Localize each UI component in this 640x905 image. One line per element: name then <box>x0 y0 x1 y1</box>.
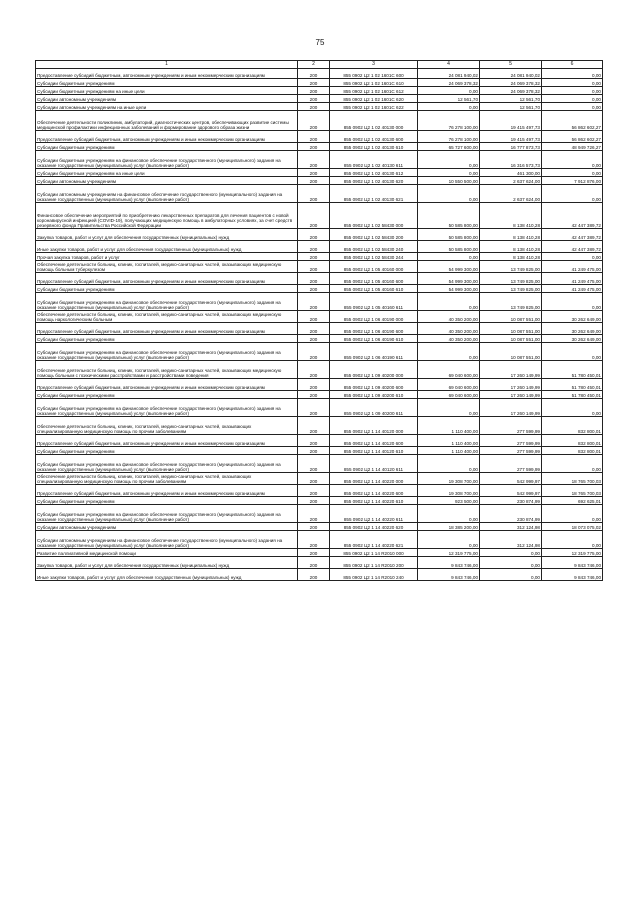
row-budget-code-cell: 855 0902 Ц2 1 14 40220 621 <box>330 531 418 549</box>
table-row <box>36 323 603 335</box>
row-unexecuted-cell: 0,00 <box>542 531 603 549</box>
row-line-code-cell: 200 <box>298 323 330 335</box>
row-approved-cell: 0,00 <box>418 253 480 261</box>
row-unexecuted-cell: 48 949 726,27 <box>542 143 603 151</box>
row-name-cell: Предоставление субсидий бюджетным, автономным учреждениям и иным некоммерческим организациям <box>36 379 298 391</box>
row-budget-code-cell: 855 0902 Ц2 1 05 40160 611 <box>330 293 418 311</box>
row-approved-cell: 923 500,00 <box>418 497 480 505</box>
row-line-code-cell: 200 <box>298 103 330 111</box>
row-budget-code-cell: 855 0902 Ц2 1 14 40120 611 <box>330 455 418 473</box>
table-row <box>36 273 603 285</box>
row-name-cell: Субсидии бюджетным учреждениям на финансовое обеспечение государственного (муниципального) задания на оказание государственных (муниципальных) услуг (выполнение работ) <box>36 399 298 417</box>
row-executed-cell: 13 749 825,00 <box>480 273 542 285</box>
table-row <box>36 177 603 185</box>
row-budget-code-cell: 855 0902 Ц2 1 09 40200 600 <box>330 379 418 391</box>
row-name-cell: Субсидии бюджетным учреждениям на финансовое обеспечение государственного (муниципального) задания на оказание государственных (муниципальных) услуг (выполнение работ) <box>36 151 298 169</box>
table-row <box>36 335 603 343</box>
row-budget-code-cell: 855 0902 Ц2 1 14 R2010 240 <box>330 569 418 581</box>
row-approved-cell: 9 843 746,00 <box>418 569 480 581</box>
row-line-code-cell: 200 <box>298 203 330 229</box>
row-approved-cell: 40 350 200,00 <box>418 323 480 335</box>
row-unexecuted-cell: 51 780 450,01 <box>542 379 603 391</box>
page-number: 75 <box>315 38 325 47</box>
row-executed-cell: 13 749 825,00 <box>480 261 542 273</box>
row-line-code-cell: 200 <box>298 549 330 557</box>
row-approved-cell: 40 350 200,00 <box>418 311 480 323</box>
row-executed-cell: 19 415 497,73 <box>480 111 542 131</box>
row-name-cell: Субсидии бюджетным учреждениям <box>36 79 298 87</box>
row-line-code-cell: 200 <box>298 505 330 523</box>
row-name-cell: Субсидии бюджетным учреждениям <box>36 335 298 343</box>
row-name-cell: Субсидии бюджетным учреждениям на иные цели <box>36 87 298 95</box>
row-approved-cell: 0,00 <box>418 343 480 361</box>
row-unexecuted-cell: 18 765 700,03 <box>542 485 603 497</box>
row-approved-cell: 0,00 <box>418 399 480 417</box>
row-unexecuted-cell: 0,00 <box>542 95 603 103</box>
row-approved-cell: 0,00 <box>418 185 480 203</box>
row-budget-code-cell: 855 0902 Ц2 1 05 40160 600 <box>330 273 418 285</box>
table-row <box>36 505 603 523</box>
row-unexecuted-cell: 0,00 <box>542 69 603 79</box>
row-executed-cell: 24 069 378,32 <box>480 79 542 87</box>
row-line-code-cell: 200 <box>298 335 330 343</box>
row-name-cell: Субсидии бюджетным учреждениям на финансовое обеспечение государственного (муниципального) задания на оказание государственных (муниципальных) услуг (выполнение работ) <box>36 343 298 361</box>
budget-execution-table <box>35 60 603 581</box>
table-row <box>36 87 603 95</box>
row-line-code-cell: 200 <box>298 169 330 177</box>
row-approved-cell: 1 110 400,00 <box>418 417 480 435</box>
row-unexecuted-cell: 0,00 <box>542 343 603 361</box>
row-budget-code-cell: 855 0902 Ц2 1 05 40160 610 <box>330 285 418 293</box>
row-name-cell: Субсидии автономным учреждениям <box>36 95 298 103</box>
row-approved-cell: 69 040 600,00 <box>418 391 480 399</box>
row-line-code-cell: 200 <box>298 79 330 87</box>
row-approved-cell: 18 385 200,00 <box>418 523 480 531</box>
row-executed-cell: 24 081 940,02 <box>480 69 542 79</box>
table-row <box>36 285 603 293</box>
row-unexecuted-cell: 41 249 475,00 <box>542 261 603 273</box>
row-executed-cell: 8 138 410,28 <box>480 203 542 229</box>
row-budget-code-cell: 855 0902 Ц2 1 06 40190 610 <box>330 335 418 343</box>
table-row <box>36 79 603 87</box>
row-name-cell: Субсидии бюджетным учреждениям <box>36 447 298 455</box>
row-executed-cell: 10 087 551,00 <box>480 343 542 361</box>
row-line-code-cell: 200 <box>298 435 330 447</box>
table-row <box>36 143 603 151</box>
column-header: 4 <box>418 61 480 69</box>
row-line-code-cell: 200 <box>298 177 330 185</box>
row-budget-code-cell: 855 0902 Ц2 1 02 40130 621 <box>330 185 418 203</box>
row-line-code-cell: 200 <box>298 261 330 273</box>
row-budget-code-cell: 855 0902 Ц2 1 14 40120 000 <box>330 417 418 435</box>
row-executed-cell: 277 599,99 <box>480 435 542 447</box>
table-row <box>36 391 603 399</box>
row-executed-cell: 2 637 624,00 <box>480 177 542 185</box>
row-unexecuted-cell: 832 800,01 <box>542 435 603 447</box>
row-line-code-cell: 200 <box>298 241 330 253</box>
row-executed-cell: 17 260 149,99 <box>480 399 542 417</box>
row-budget-code-cell: 855 0902 Ц2 1 14 40120 600 <box>330 435 418 447</box>
row-unexecuted-cell: 0,00 <box>542 253 603 261</box>
row-unexecuted-cell: 18 765 700,03 <box>542 473 603 485</box>
row-line-code-cell: 200 <box>298 285 330 293</box>
row-budget-code-cell: 855 0902 Ц2 1 06 40190 611 <box>330 343 418 361</box>
row-unexecuted-cell: 0,00 <box>542 505 603 523</box>
row-unexecuted-cell: 0,00 <box>542 79 603 87</box>
row-executed-cell: 0,00 <box>480 557 542 569</box>
row-name-cell: Прочая закупка товаров, работ и услуг <box>36 253 298 261</box>
row-executed-cell: 461 300,00 <box>480 169 542 177</box>
row-approved-cell: 0,00 <box>418 293 480 311</box>
row-budget-code-cell: 855 0902 Ц2 1 02 1601C 600 <box>330 69 418 79</box>
row-name-cell: Закупка товаров, работ и услуг для обеспечения государственных (муниципальных) нужд <box>36 229 298 241</box>
row-approved-cell: 69 040 600,00 <box>418 379 480 391</box>
row-budget-code-cell: 855 0902 Ц2 1 14 40220 600 <box>330 485 418 497</box>
row-approved-cell: 76 278 100,00 <box>418 111 480 131</box>
row-approved-cell: 54 999 300,00 <box>418 261 480 273</box>
table-row <box>36 435 603 447</box>
column-header: 6 <box>542 61 603 69</box>
row-executed-cell: 16 777 873,73 <box>480 143 542 151</box>
row-executed-cell: 542 999,97 <box>480 473 542 485</box>
table-row <box>36 399 603 417</box>
row-name-cell: Закупка товаров, работ и услуг для обеспечения государственных (муниципальных) нужд <box>36 557 298 569</box>
row-unexecuted-cell: 0,00 <box>542 103 603 111</box>
row-line-code-cell: 200 <box>298 379 330 391</box>
row-approved-cell: 10 550 500,00 <box>418 177 480 185</box>
row-approved-cell: 1 110 400,00 <box>418 435 480 447</box>
row-line-code-cell: 200 <box>298 87 330 95</box>
table-row <box>36 497 603 505</box>
row-line-code-cell: 200 <box>298 293 330 311</box>
row-name-cell: Субсидии бюджетным учреждениям <box>36 285 298 293</box>
row-approved-cell: 50 585 800,00 <box>418 229 480 241</box>
row-budget-code-cell: 855 0902 Ц2 1 02 40130 620 <box>330 177 418 185</box>
row-name-cell: Предоставление субсидий бюджетным, автономным учреждениям и иным некоммерческим организациям <box>36 69 298 79</box>
row-budget-code-cell: 855 0902 Ц2 1 14 40220 610 <box>330 497 418 505</box>
row-budget-code-cell: 855 0902 Ц2 1 14 40220 611 <box>330 505 418 523</box>
table-row <box>36 69 603 79</box>
row-budget-code-cell: 855 0902 Ц2 1 02 58430 244 <box>330 253 418 261</box>
table-row <box>36 549 603 557</box>
row-name-cell: Субсидии бюджетным учреждениям <box>36 143 298 151</box>
table-row <box>36 379 603 391</box>
row-name-cell: Субсидии автономным учреждениям на финансовое обеспечение государственного (муниципального) задания на оказание государственных (муниципальных) услуг (выполнение работ) <box>36 185 298 203</box>
row-budget-code-cell: 855 0902 Ц2 1 02 40130 612 <box>330 169 418 177</box>
row-name-cell: Субсидии бюджетным учреждениям на иные цели <box>36 169 298 177</box>
row-line-code-cell: 200 <box>298 95 330 103</box>
table-body <box>36 69 603 581</box>
row-unexecuted-cell: 41 249 475,00 <box>542 273 603 285</box>
row-unexecuted-cell: 42 447 389,72 <box>542 241 603 253</box>
row-name-cell: Субсидии автономным учреждениям на иные цели <box>36 103 298 111</box>
row-name-cell: Субсидии бюджетным учреждениям на финансовое обеспечение государственного (муниципального) задания на оказание государственных (муниципальных) услуг (выполнение работ) <box>36 293 298 311</box>
row-name-cell: Предоставление субсидий бюджетным, автономным учреждениям и иным некоммерческим организациям <box>36 323 298 335</box>
column-header: 5 <box>480 61 542 69</box>
row-unexecuted-cell: 0,00 <box>542 87 603 95</box>
row-executed-cell: 12 561,70 <box>480 95 542 103</box>
row-line-code-cell: 200 <box>298 523 330 531</box>
row-line-code-cell: 200 <box>298 343 330 361</box>
table-row <box>36 311 603 323</box>
row-approved-cell: 54 999 300,00 <box>418 285 480 293</box>
row-executed-cell: 0,00 <box>480 569 542 581</box>
row-line-code-cell: 200 <box>298 391 330 399</box>
row-unexecuted-cell: 56 862 602,27 <box>542 111 603 131</box>
row-approved-cell: 9 843 746,00 <box>418 557 480 569</box>
row-name-cell: Предоставление субсидий бюджетным, автономным учреждениям и иным некоммерческим организациям <box>36 485 298 497</box>
row-unexecuted-cell: 51 780 450,01 <box>542 391 603 399</box>
row-name-cell: Субсидии бюджетным учреждениям на финансовое обеспечение государственного (муниципального) задания на оказание государственных (муниципальных) услуг (выполнение работ) <box>36 455 298 473</box>
table-row <box>36 185 603 203</box>
row-line-code-cell: 200 <box>298 569 330 581</box>
row-unexecuted-cell: 9 843 746,00 <box>542 557 603 569</box>
row-unexecuted-cell: 42 447 389,72 <box>542 229 603 241</box>
row-executed-cell: 16 316 573,73 <box>480 151 542 169</box>
row-executed-cell: 10 087 551,00 <box>480 323 542 335</box>
row-approved-cell: 0,00 <box>418 169 480 177</box>
row-budget-code-cell: 855 0902 Ц2 1 06 40190 600 <box>330 323 418 335</box>
row-name-cell: Субсидии бюджетным учреждениям <box>36 391 298 399</box>
table-row <box>36 343 603 361</box>
row-name-cell: Обеспечение деятельности больниц, клиник, госпиталей, медико-санитарных частей, оказывающих медицинскую помощь больным с психическими расстройствами и расстройствами поведения <box>36 361 298 379</box>
table-row <box>36 261 603 273</box>
row-approved-cell: 69 040 600,00 <box>418 361 480 379</box>
row-line-code-cell: 200 <box>298 497 330 505</box>
table-row <box>36 103 603 111</box>
row-name-cell: Обеспечение деятельности больниц, клиник, госпиталей, медико-санитарных частей, оказывающих медицинскую помощь больным туберкулезом <box>36 261 298 273</box>
table-row <box>36 485 603 497</box>
row-name-cell: Обеспечение деятельности поликлиник, амбулаторий, диагностических центров, обеспечивающих развитие системы медицинской профилактики инфекционных заболеваний и формирование здорового образа жизни <box>36 111 298 131</box>
row-budget-code-cell: 855 0902 Ц2 1 02 1601C 622 <box>330 103 418 111</box>
row-unexecuted-cell: 692 625,01 <box>542 497 603 505</box>
row-name-cell: Субсидии автономным учреждениям <box>36 523 298 531</box>
table-row <box>36 203 603 229</box>
row-name-cell: Субсидии автономным учреждениям на финансовое обеспечение государственного (муниципального) задания на оказание государственных (муниципальных) услуг (выполнение работ) <box>36 531 298 549</box>
table-row <box>36 557 603 569</box>
row-budget-code-cell: 855 0902 Ц2 1 02 1601C 612 <box>330 87 418 95</box>
row-name-cell: Обеспечение деятельности больниц, клиник, госпиталей, медико-санитарных частей, оказывающих специализированную медицинскую помощь по прочим заболеваниям <box>36 473 298 485</box>
table-row <box>36 447 603 455</box>
row-executed-cell: 10 087 551,00 <box>480 311 542 323</box>
row-approved-cell: 0,00 <box>418 103 480 111</box>
row-name-cell: Иные закупки товаров, работ и услуг для обеспечения государственных (муниципальных) нужд <box>36 241 298 253</box>
row-unexecuted-cell: 56 862 602,27 <box>542 131 603 143</box>
row-executed-cell: 542 999,97 <box>480 485 542 497</box>
row-line-code-cell: 200 <box>298 417 330 435</box>
row-executed-cell: 0,00 <box>480 549 542 557</box>
row-budget-code-cell: 855 0902 Ц2 1 02 1601C 620 <box>330 95 418 103</box>
table-row <box>36 361 603 379</box>
row-line-code-cell: 200 <box>298 69 330 79</box>
row-budget-code-cell: 855 0902 Ц2 1 14 40220 620 <box>330 523 418 531</box>
row-executed-cell: 230 874,99 <box>480 505 542 523</box>
row-executed-cell: 17 260 149,99 <box>480 379 542 391</box>
row-line-code-cell: 200 <box>298 229 330 241</box>
row-executed-cell: 12 561,70 <box>480 103 542 111</box>
row-unexecuted-cell: 30 262 649,00 <box>542 335 603 343</box>
row-name-cell: Обеспечение деятельности больниц, клиник, госпиталей, медико-санитарных частей, оказывающих медицинскую помощь наркологическим больным <box>36 311 298 323</box>
row-approved-cell: 0,00 <box>418 505 480 523</box>
row-unexecuted-cell: 0,00 <box>542 169 603 177</box>
row-line-code-cell: 200 <box>298 273 330 285</box>
table-row <box>36 417 603 435</box>
table-header-row <box>36 61 603 69</box>
row-budget-code-cell: 855 0902 Ц2 1 02 58430 240 <box>330 241 418 253</box>
row-unexecuted-cell: 41 249 475,00 <box>542 285 603 293</box>
row-executed-cell: 277 599,99 <box>480 455 542 473</box>
table-row <box>36 473 603 485</box>
row-budget-code-cell: 855 0902 Ц2 1 09 40200 611 <box>330 399 418 417</box>
row-budget-code-cell: 855 0902 Ц2 1 09 40200 610 <box>330 391 418 399</box>
row-budget-code-cell: 855 0902 Ц2 1 02 40130 600 <box>330 131 418 143</box>
table-row <box>36 293 603 311</box>
row-approved-cell: 76 278 100,00 <box>418 131 480 143</box>
row-budget-code-cell: 855 0902 Ц2 1 14 40220 000 <box>330 473 418 485</box>
row-executed-cell: 13 749 825,00 <box>480 293 542 311</box>
row-unexecuted-cell: 9 843 746,00 <box>542 569 603 581</box>
row-name-cell: Развитие паллиативной медицинской помощи <box>36 549 298 557</box>
table-row <box>36 131 603 143</box>
row-approved-cell: 0,00 <box>418 151 480 169</box>
row-unexecuted-cell: 0,00 <box>542 455 603 473</box>
row-approved-cell: 50 585 800,00 <box>418 203 480 229</box>
row-unexecuted-cell: 51 780 450,01 <box>542 361 603 379</box>
table-row <box>36 455 603 473</box>
row-name-cell: Предоставление субсидий бюджетным, автономным учреждениям и иным некоммерческим организациям <box>36 435 298 447</box>
row-unexecuted-cell: 42 447 389,72 <box>542 203 603 229</box>
row-budget-code-cell: 855 0902 Ц2 1 02 40130 611 <box>330 151 418 169</box>
row-executed-cell: 277 599,99 <box>480 447 542 455</box>
table-row <box>36 151 603 169</box>
column-header: 2 <box>298 61 330 69</box>
row-line-code-cell: 200 <box>298 473 330 485</box>
row-budget-code-cell: 855 0902 Ц2 1 05 40160 000 <box>330 261 418 273</box>
row-line-code-cell: 200 <box>298 143 330 151</box>
row-approved-cell: 19 308 700,00 <box>418 473 480 485</box>
row-approved-cell: 0,00 <box>418 455 480 473</box>
row-executed-cell: 8 138 410,28 <box>480 241 542 253</box>
row-name-cell: Финансовое обеспечение мероприятий по приобретению лекарственных препаратов для лечения пациентов с новой коронавирусной инфекцией (COVID-19), получающих медицинскую помощь в амбулаторных условиях, за счет средств резервного фонда Правительства Российской Федерации <box>36 203 298 229</box>
row-approved-cell: 24 069 378,32 <box>418 79 480 87</box>
row-approved-cell: 65 727 600,00 <box>418 143 480 151</box>
table-row <box>36 523 603 531</box>
row-unexecuted-cell: 0,00 <box>542 293 603 311</box>
row-line-code-cell: 200 <box>298 111 330 131</box>
row-line-code-cell: 200 <box>298 311 330 323</box>
row-approved-cell: 50 585 800,00 <box>418 241 480 253</box>
table-row <box>36 229 603 241</box>
table-row <box>36 111 603 131</box>
row-line-code-cell: 200 <box>298 185 330 203</box>
row-unexecuted-cell: 12 319 775,00 <box>542 549 603 557</box>
row-executed-cell: 13 749 825,00 <box>480 285 542 293</box>
row-approved-cell: 54 999 300,00 <box>418 273 480 285</box>
row-line-code-cell: 200 <box>298 151 330 169</box>
row-approved-cell: 0,00 <box>418 531 480 549</box>
row-approved-cell: 24 081 940,02 <box>418 69 480 79</box>
row-unexecuted-cell: 7 912 876,00 <box>542 177 603 185</box>
row-line-code-cell: 200 <box>298 485 330 497</box>
row-approved-cell: 1 110 400,00 <box>418 447 480 455</box>
row-name-cell: Иные закупки товаров, работ и услуг для обеспечения государственных (муниципальных) нужд <box>36 569 298 581</box>
row-line-code-cell: 200 <box>298 557 330 569</box>
row-budget-code-cell: 855 0902 Ц2 1 02 40130 000 <box>330 111 418 131</box>
row-name-cell: Субсидии бюджетным учреждениям <box>36 497 298 505</box>
row-executed-cell: 17 260 149,99 <box>480 391 542 399</box>
row-approved-cell: 19 308 700,00 <box>418 485 480 497</box>
row-line-code-cell: 200 <box>298 455 330 473</box>
table-row <box>36 531 603 549</box>
row-unexecuted-cell: 832 800,01 <box>542 417 603 435</box>
row-executed-cell: 312 124,98 <box>480 523 542 531</box>
row-name-cell: Предоставление субсидий бюджетным, автономным учреждениям и иным некоммерческим организациям <box>36 131 298 143</box>
row-executed-cell: 24 069 378,32 <box>480 87 542 95</box>
row-executed-cell: 2 637 624,00 <box>480 185 542 203</box>
row-approved-cell: 12 319 775,00 <box>418 549 480 557</box>
row-name-cell: Субсидии бюджетным учреждениям на финансовое обеспечение государственного (муниципального) задания на оказание государственных (муниципальных) услуг (выполнение работ) <box>36 505 298 523</box>
column-header: 1 <box>36 61 298 69</box>
row-budget-code-cell: 855 0902 Ц2 1 02 58430 200 <box>330 229 418 241</box>
table-row <box>36 95 603 103</box>
row-budget-code-cell: 855 0902 Ц2 1 02 58430 000 <box>330 203 418 229</box>
row-unexecuted-cell: 30 262 649,00 <box>542 323 603 335</box>
row-executed-cell: 17 260 149,99 <box>480 361 542 379</box>
row-approved-cell: 12 561,70 <box>418 95 480 103</box>
table-row <box>36 169 603 177</box>
row-approved-cell: 0,00 <box>418 87 480 95</box>
row-unexecuted-cell: 832 800,01 <box>542 447 603 455</box>
row-line-code-cell: 200 <box>298 531 330 549</box>
row-line-code-cell: 200 <box>298 131 330 143</box>
row-executed-cell: 277 599,99 <box>480 417 542 435</box>
row-line-code-cell: 200 <box>298 253 330 261</box>
row-line-code-cell: 200 <box>298 399 330 417</box>
row-approved-cell: 40 350 200,00 <box>418 335 480 343</box>
row-budget-code-cell: 855 0902 Ц2 1 09 40200 000 <box>330 361 418 379</box>
table-row <box>36 253 603 261</box>
row-name-cell: Субсидии автономным учреждениям <box>36 177 298 185</box>
row-unexecuted-cell: 30 262 649,00 <box>542 311 603 323</box>
row-budget-code-cell: 855 0902 Ц2 1 06 40190 000 <box>330 311 418 323</box>
row-executed-cell: 230 874,99 <box>480 497 542 505</box>
row-executed-cell: 10 087 551,00 <box>480 335 542 343</box>
row-executed-cell: 312 124,98 <box>480 531 542 549</box>
row-executed-cell: 8 138 410,28 <box>480 229 542 241</box>
row-unexecuted-cell: 18 073 075,02 <box>542 523 603 531</box>
row-budget-code-cell: 855 0902 Ц2 1 02 1601C 610 <box>330 79 418 87</box>
row-unexecuted-cell: 0,00 <box>542 185 603 203</box>
row-line-code-cell: 200 <box>298 361 330 379</box>
row-executed-cell: 19 415 497,73 <box>480 131 542 143</box>
row-executed-cell: 8 138 410,28 <box>480 253 542 261</box>
row-budget-code-cell: 855 0902 Ц2 1 14 R2010 200 <box>330 557 418 569</box>
row-budget-code-cell: 855 0902 Ц2 1 02 40130 610 <box>330 143 418 151</box>
row-unexecuted-cell: 0,00 <box>542 151 603 169</box>
row-budget-code-cell: 855 0902 Ц2 1 14 40120 610 <box>330 447 418 455</box>
table-row <box>36 241 603 253</box>
row-name-cell: Предоставление субсидий бюджетным, автономным учреждениям и иным некоммерческим организациям <box>36 273 298 285</box>
column-header: 3 <box>330 61 418 69</box>
row-name-cell: Обеспечение деятельности больниц, клиник, госпиталей, медико-санитарных частей, оказывающих специализированную медицинскую помощь по прочим заболеваниям <box>36 417 298 435</box>
row-budget-code-cell: 855 0902 Ц2 1 14 R2010 000 <box>330 549 418 557</box>
row-unexecuted-cell: 0,00 <box>542 399 603 417</box>
row-line-code-cell: 200 <box>298 447 330 455</box>
table-row <box>36 569 603 581</box>
